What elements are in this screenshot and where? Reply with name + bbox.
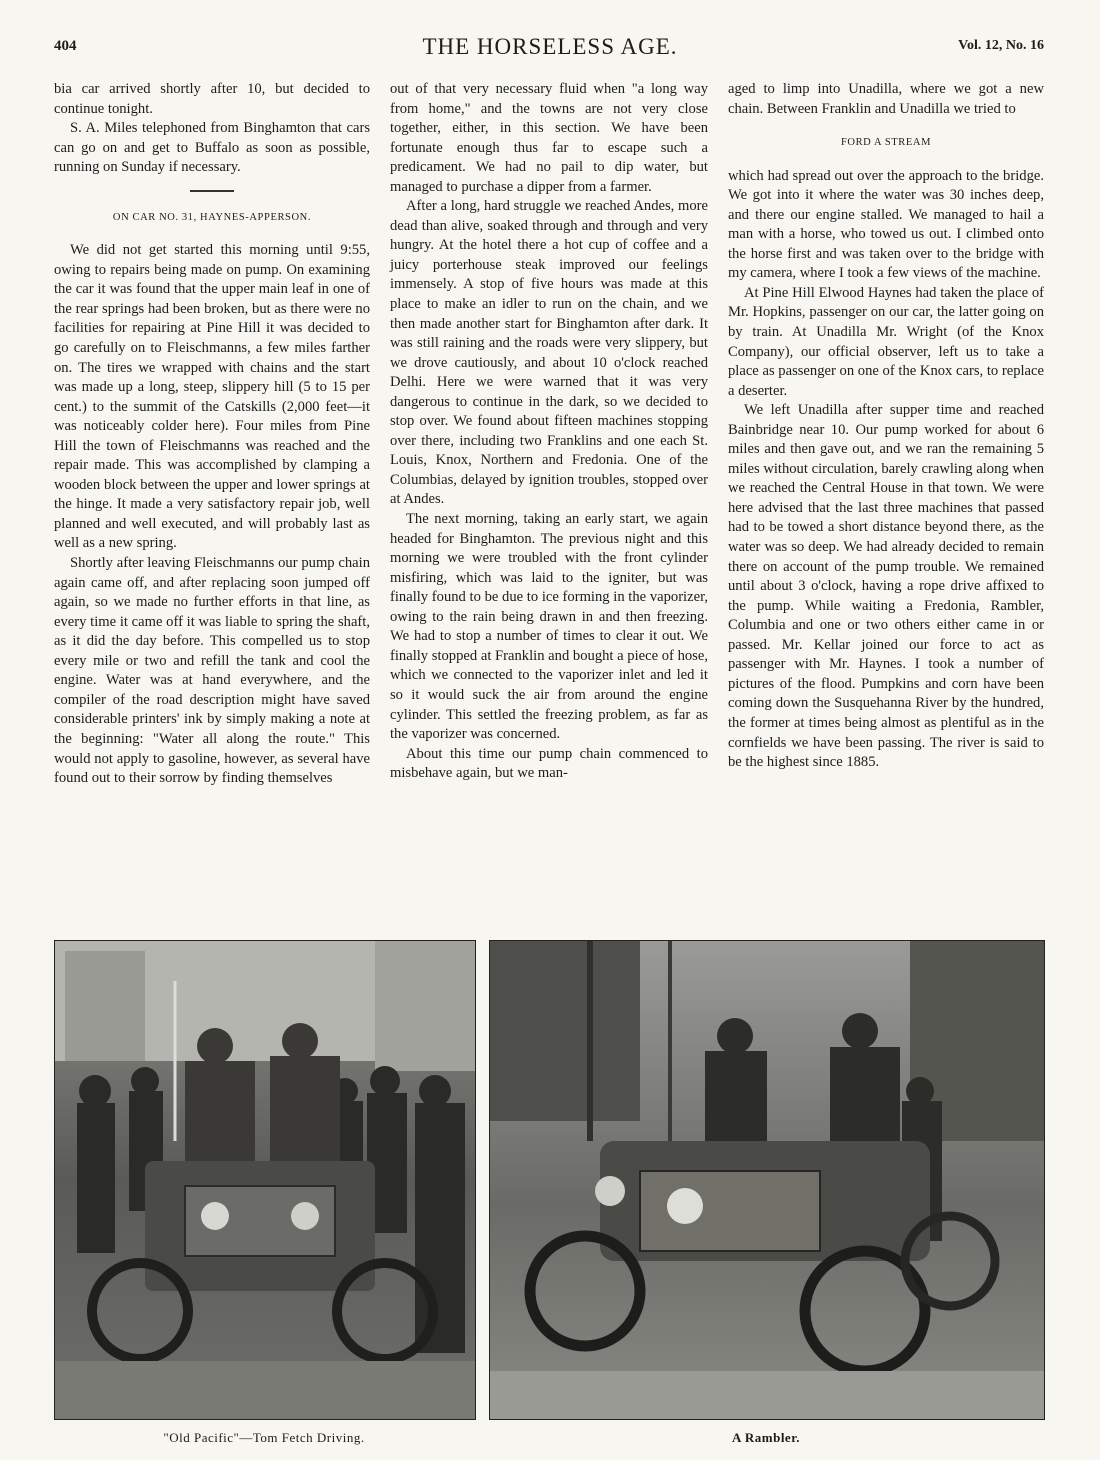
paragraph: S. A. Miles telephoned from Binghamton that cars can go on and get to Buffalo as soon as possible, running on Sunday if necessary. xyxy=(54,120,370,176)
column-1 xyxy=(54,80,370,789)
caption-left-photo: "Old Pacific"—Tom Fetch Driving. xyxy=(163,1430,365,1445)
paragraph: bia car arrived shortly after 10, but decided to continue tonight. xyxy=(54,81,370,117)
paragraph: The next morning, taking an early start, we again headed for Binghamton. The previous night and this morning we were troubled with the front cylinder misfiring, which was laid to the igniter, but was finally found to be due to ice forming in the vaporizer, owing to the rain being drawn in and then freezing. We had to stop a number of times to clear it out. We finally stopped at Franklin and bought a piece of hose, which we connected to the vaporizer inlet and led it so it would suck the air from around the engine cylinder. This settled the freezing problem, as far as the vaporizer was concerned. xyxy=(390,511,708,743)
volume-issue: Vol. 12, No. 16 xyxy=(958,38,1044,53)
paragraph: aged to limp into Unadilla, where we got a new chain. Between Franklin and Unadilla we tried to xyxy=(728,81,1044,117)
column-3 xyxy=(728,80,1044,773)
paragraph: Shortly after leaving Fleischmanns our pump chain again came off, and after replacing soon jumped off again, so we made no further efforts in that line, as every time it came off it was liable to spring the shaft, as it did the day before. This compelled us to stop every mile or two and refill the tank and cool the engine. Water was at hand everywhere, and the compiler of the road description might have saved considerable printers' ink by simply making a note at the beginning: "Water all along the route." This would not apply to gasoline, however, as several have found out to their sorrow by finding themselves xyxy=(54,555,370,787)
column-2 xyxy=(390,80,708,784)
paragraph: which had spread out over the approach to the bridge. We got into it where the water was 30 inches deep, and there our engine stalled. We managed to hail a man with a horse, who towed us out. I climbed onto the horse first and was taken over to the bridge with my camera, where I took a few views of the machine. xyxy=(728,167,1044,282)
paragraph: We left Unadilla after supper time and reached Bainbridge near 10. Our pump worked for about 6 miles and then gave out, and we ran the remaining 5 miles without circulation, barely crawling along when we reached the Central House in that town. We were here advised that the last three machines that passed had to be towed a short distance beyond there, as the water was so deep. We had already decided to remain there on account of the pump trouble. We remained until about 3 o'clock, having a rope drive affixed to the pump. While waiting a Fredonia, Rambler, Columbia and one or two others either came in or passed. Mr. Kellar joined our force to act as passenger with Mr. Haynes. I took a number of pictures of the flood. Pumpkins and corn have been coming down the Susquehanna River by the hundred, the former at times being almost as plentiful as in the cornfields we have been passing. The river is said to be the highest since 1885. xyxy=(728,402,1044,771)
section-heading: ON CAR NO. 31, HAYNES-APPERSON. xyxy=(112,211,312,223)
section-heading: FORD A STREAM xyxy=(840,137,932,149)
caption-right-photo: A Rambler. xyxy=(731,1430,801,1445)
section-divider xyxy=(190,190,234,192)
photo-rambler-car xyxy=(489,940,1045,1420)
paragraph: At Pine Hill Elwood Haynes had taken the place of Mr. Hopkins, passenger on our car, the latter going on by train. At Unadilla Mr. Wright (of the Knox Company), our official observer, left us to take a place as passenger on one of the Knox cars, to replace a deserter. xyxy=(728,284,1044,399)
page-header xyxy=(0,0,1100,70)
paragraph: We did not get started this morning until 9:55, owing to repairs being made on pump. On examining the car it was found that the upper main leaf in one of the rear springs had been broken, but as there were no facilities for repairing at Pine Hill it was decided to go carefully on to Fleischmanns, a few miles farther on. The tires we wrapped with chains and the start was made up a long, steep, slippery hill (5 to 15 per cent.) to the summit of the Catskills (2,000 feet—it was noticeably colder here). Four miles from Pine Hill the town of Fleischmanns was reached and the repair made. This was accomplished by clamping a wooden block between the upper and lower springs at the hinge. It made a very satisfactory repair job, well planned and well executed, and will probably last as well as a new spring. xyxy=(54,242,370,552)
paragraph: After a long, hard struggle we reached Andes, more dead than alive, soaked through and through and very hungry. At the hotel there a hot cup of coffee and a juicy porterhouse steak improved our feelings immensely. A stop of five hours was made at this place to make an idler to run on the chain, and we then made another start for Binghamton after dark. It was still raining and the roads were very slippery, but we drove cautiously, and about 10 o'clock reached Delhi. Here we were warned that it was very dangerous to continue in the dark, so we decided to stop over. We found about fifteen machines stopping over there, including two Franklins and one each St. Louis, Knox, Northern and Fredonia. One of the Columbias, delayed by ignition troubles, stopped over at Andes. xyxy=(390,198,708,508)
journal-title: THE HORSELESS AGE. xyxy=(422,34,678,59)
page-number: 404 xyxy=(54,38,77,54)
paragraph: About this time our pump chain commenced to misbehave again, but we man- xyxy=(390,745,708,782)
paragraph: out of that very necessary fluid when "a long way from home," and the towns are not very close together, either, in this section. We have been fortunate enough thus far to escape such a predicament. We had no pail to dip water, but managed to purchase a dipper from a farmer. xyxy=(390,81,708,195)
photo-old-pacific-car xyxy=(54,940,476,1420)
